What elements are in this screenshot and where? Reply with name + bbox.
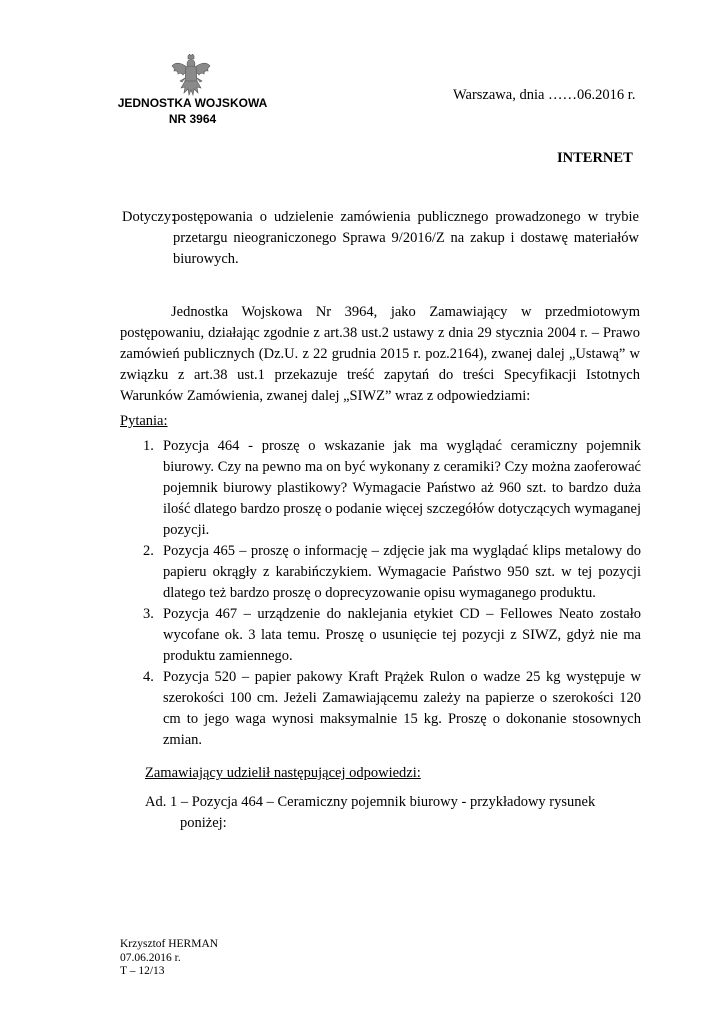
intro-text: Jednostka Wojskowa Nr 3964, jako Zamawiający w przedmiotowym postępowaniu, działając zgodnie z art.38 ust.2 ustawy z dnia 29 stycznia 2004 r. – Prawo zamówień publicznych (Dz.U. z 22 grudnia 2015 r. poz.2164), zwanej dalej „Ustawą” w związku z art.38 ust.1 przekazuje treść zapytań do treści Specyfikacji Istotnych Warunków Zamówienia, zwanej dalej „SIWZ” wraz z odpowiedziami: (120, 304, 640, 404)
answer-1-line1: Ad. 1 – Pozycja 464 – Ceramiczny pojemnik biurowy - przykładowy rysunek (145, 794, 596, 810)
unit-name-line1: JEDNOSTKA WOJSKOWA (117, 96, 268, 110)
question-text: Pozycja 464 - proszę o wskazanie jak ma wyglądać ceramiczny pojemnik biurowy. Czy na pewno ma on być wykonany z ceramiki? Czy można zaoferować pojemnik biurowy plastikowy? Wymagacie Państwo aż 960 szt. to bardzo duża ilość dlatego bardzo proszę o podanie więcej szczegółów dotyczących wymaganej pozycji. (163, 438, 641, 538)
intro-paragraph (120, 302, 640, 407)
subject-label: Dotyczy: (122, 209, 176, 225)
footer-author: Krzysztof HERMAN (120, 938, 219, 950)
question-item (138, 667, 641, 751)
footer-block (120, 938, 218, 979)
footer-date: 07.06.2016 r. (120, 951, 181, 964)
question-number: 1. (143, 438, 154, 454)
routing-label: INTERNET (557, 150, 633, 166)
answer-1-line2: poniżej: (180, 815, 227, 831)
unit-name-line2: NR 3964 (168, 112, 217, 126)
document-date: Warszawa, dnia ……06.2016 r. (453, 87, 636, 103)
question-text: Pozycja 520 – papier pakowy Kraft Prążek Rulon o wadze 25 kg występuje w szerokości 100 cm. Jeżeli Zamawiającemu zależy na papierze o szerokości 120 cm to jego waga wynosi maksymalnie 15 kg. Proszę o dokonanie stosownych zmian. (163, 669, 641, 748)
question-item (138, 436, 641, 541)
answer-1 (145, 792, 641, 834)
question-text: Pozycja 465 – proszę o informację – zdjęcie jak ma wyglądać klips metalowy do papieru okrągły z karabińczykiem. Wymagacie Państwo 950 szt. w tej pozycji dlatego też bardzo proszę o doprecyzowanie opisu wymaganego produktu. (163, 543, 641, 601)
subject-text: postępowania o udzielenie zamówienia publicznego prowadzonego w trybie przetargu nieograniczonego Sprawa 9/2016/Z na zakup i dostawę materiałów biurowych. (173, 209, 639, 267)
questions-heading: Pytania: (120, 413, 168, 429)
question-number: 4. (143, 669, 154, 685)
question-number: 2. (143, 543, 154, 559)
question-text: Pozycja 467 – urządzenie do naklejania etykiet CD – Fellowes Neato zostało wycofane ok. 3 lata temu. Proszę o usunięcie tej pozycji z SIWZ, gdyż nie ma produktu zamiennego. (163, 606, 641, 664)
military-unit-name (110, 95, 275, 127)
question-item (138, 541, 641, 604)
question-item (138, 604, 641, 667)
questions-list (138, 436, 641, 751)
eagle-emblem-icon (171, 54, 211, 98)
answers-heading: Zamawiający udzielił następującej odpowiedzi: (145, 765, 421, 781)
subject-block (122, 207, 640, 270)
footer-reference: T – 12/13 (120, 965, 165, 977)
question-number: 3. (143, 606, 154, 622)
